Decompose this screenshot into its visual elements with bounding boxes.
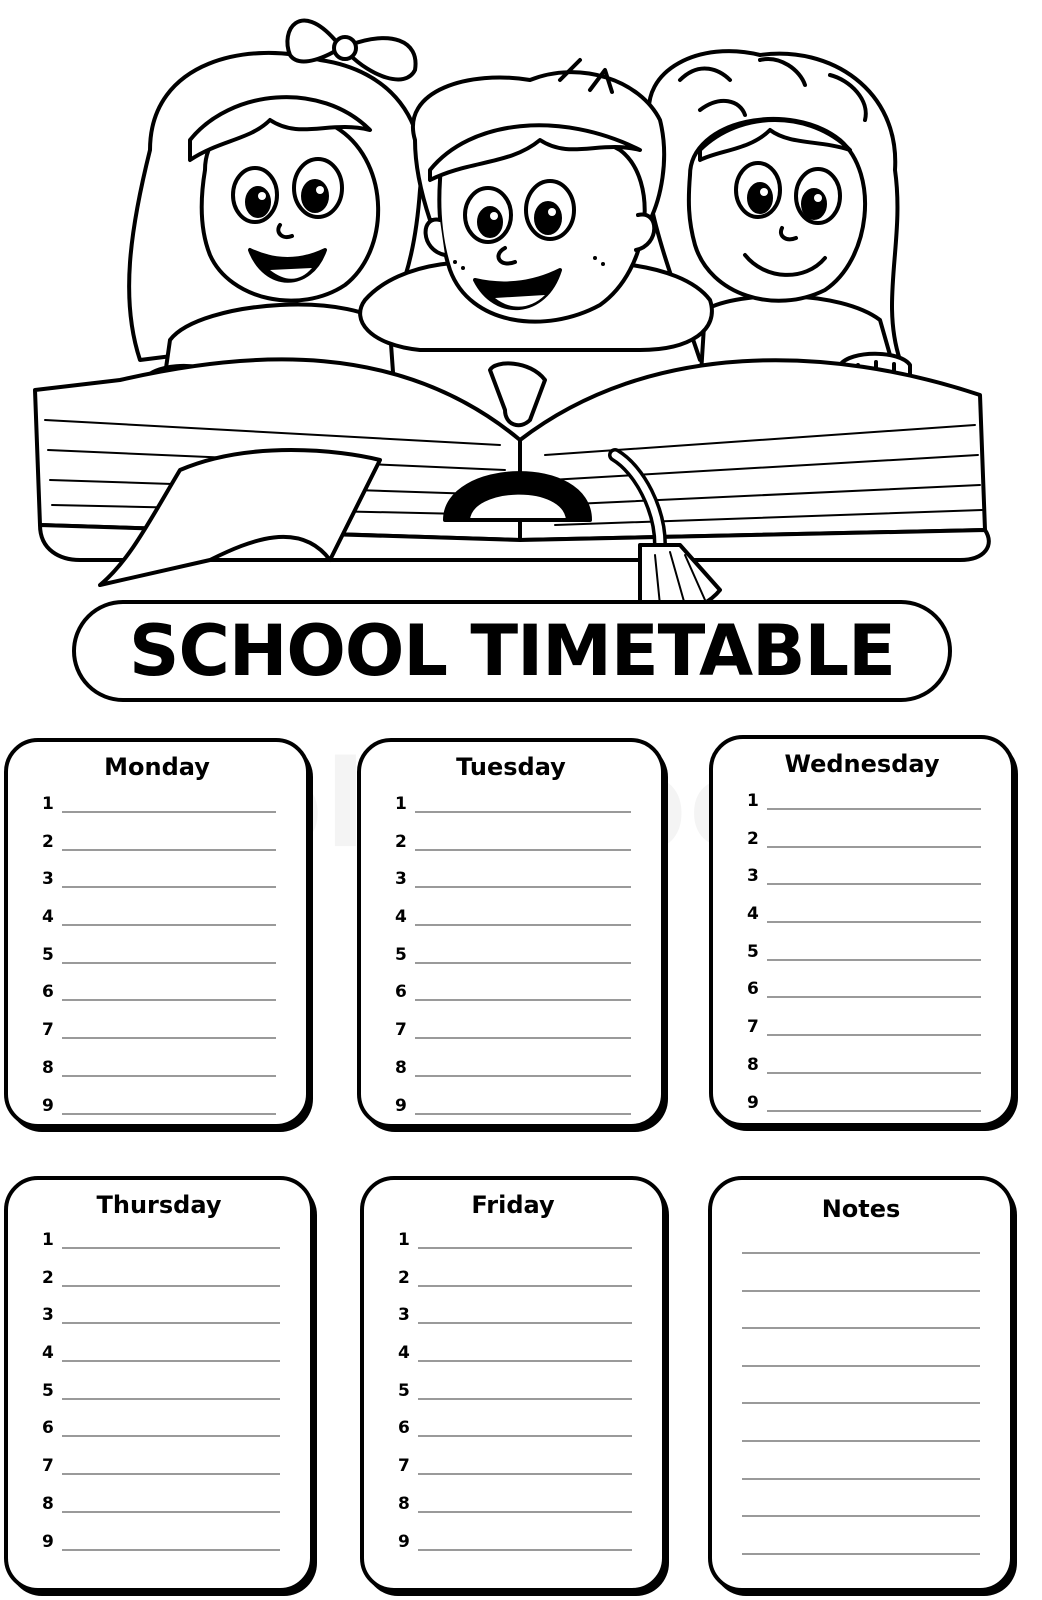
period-row[interactable] (42, 1494, 280, 1532)
period-row[interactable] (395, 907, 631, 945)
period-number: 4 (42, 1343, 54, 1364)
day-card-wednesday (709, 735, 1015, 1127)
period-row[interactable] (42, 1268, 280, 1306)
period-number: 9 (395, 1095, 407, 1116)
day-card-thursday (4, 1176, 314, 1592)
period-number: 1 (395, 794, 407, 814)
period-row[interactable] (398, 1456, 632, 1494)
period-number: 7 (395, 1020, 407, 1041)
period-row[interactable] (747, 1017, 981, 1055)
notes-title: Notes (821, 1195, 901, 1223)
period-row[interactable] (398, 1268, 632, 1306)
period-number: 2 (398, 1267, 410, 1288)
day-title: Thursday (96, 1191, 222, 1219)
notes-card (708, 1176, 1014, 1592)
period-number: 2 (42, 1267, 54, 1288)
note-line[interactable] (742, 1432, 980, 1470)
title-banner (72, 600, 952, 702)
period-number: 4 (747, 904, 759, 925)
day-title: Wednesday (784, 750, 940, 778)
period-row[interactable] (395, 1096, 631, 1134)
note-line[interactable] (742, 1319, 980, 1357)
day-title: Tuesday (456, 753, 566, 781)
period-number: 1 (747, 791, 759, 811)
day-card-tuesday (357, 738, 665, 1128)
period-number: 6 (42, 982, 54, 1003)
period-row[interactable] (42, 832, 276, 870)
period-row[interactable] (42, 1058, 276, 1096)
period-row[interactable] (395, 832, 631, 870)
period-number: 5 (395, 944, 407, 965)
period-row[interactable] (42, 1096, 276, 1134)
period-row[interactable] (395, 869, 631, 907)
period-row[interactable] (398, 1418, 632, 1456)
period-number: 5 (747, 941, 759, 962)
day-card-friday (360, 1176, 666, 1592)
period-row[interactable] (747, 942, 981, 980)
period-number: 4 (398, 1343, 410, 1364)
note-line[interactable] (742, 1470, 980, 1508)
period-row[interactable] (398, 1532, 632, 1570)
period-number: 7 (42, 1456, 54, 1477)
note-line[interactable] (742, 1394, 980, 1432)
day-title: Friday (471, 1191, 555, 1219)
period-number: 7 (398, 1456, 410, 1477)
period-number: 7 (747, 1017, 759, 1038)
period-row[interactable] (395, 945, 631, 983)
period-row[interactable] (747, 1093, 981, 1131)
period-row[interactable] (395, 794, 631, 832)
period-number: 3 (42, 869, 54, 890)
period-row[interactable] (42, 1418, 280, 1456)
period-row[interactable] (42, 1020, 276, 1058)
period-row[interactable] (747, 979, 981, 1017)
period-number: 3 (398, 1305, 410, 1326)
period-row[interactable] (42, 1230, 280, 1268)
period-number: 4 (395, 907, 407, 928)
period-number: 6 (395, 982, 407, 1003)
period-number: 9 (42, 1095, 54, 1116)
period-row[interactable] (42, 869, 276, 907)
period-row[interactable] (747, 866, 981, 904)
period-row[interactable] (395, 982, 631, 1020)
period-number: 8 (395, 1057, 407, 1078)
period-number: 8 (398, 1493, 410, 1514)
period-row[interactable] (42, 1532, 280, 1570)
note-line[interactable] (742, 1282, 980, 1320)
notes-lines (742, 1244, 980, 1582)
period-row[interactable] (398, 1381, 632, 1419)
period-number: 1 (42, 794, 54, 814)
period-row[interactable] (42, 945, 276, 983)
period-number: 6 (747, 979, 759, 1000)
period-number: 5 (398, 1380, 410, 1401)
period-number: 6 (42, 1418, 54, 1439)
period-row[interactable] (747, 791, 981, 829)
period-number: 4 (42, 907, 54, 928)
period-number: 5 (42, 944, 54, 965)
period-number: 3 (395, 869, 407, 890)
period-row[interactable] (42, 907, 276, 945)
period-number: 2 (42, 831, 54, 852)
period-rows (398, 1230, 632, 1569)
period-row[interactable] (747, 904, 981, 942)
period-row[interactable] (747, 829, 981, 867)
period-row[interactable] (42, 1305, 280, 1343)
period-row[interactable] (395, 1020, 631, 1058)
period-row[interactable] (42, 794, 276, 832)
period-number: 8 (42, 1493, 54, 1514)
period-row[interactable] (398, 1494, 632, 1532)
period-row[interactable] (42, 1456, 280, 1494)
note-line[interactable] (742, 1244, 980, 1282)
period-rows (747, 791, 981, 1130)
period-row[interactable] (747, 1055, 981, 1093)
day-title: Monday (104, 753, 210, 781)
period-number: 8 (747, 1054, 759, 1075)
day-card-monday (4, 738, 310, 1128)
period-number: 9 (398, 1531, 410, 1552)
period-number: 5 (42, 1380, 54, 1401)
period-number: 2 (395, 831, 407, 852)
period-number: 9 (42, 1531, 54, 1552)
note-line[interactable] (742, 1545, 980, 1583)
period-number: 6 (398, 1418, 410, 1439)
period-number: 9 (747, 1092, 759, 1113)
note-line[interactable] (742, 1357, 980, 1395)
period-number: 1 (398, 1230, 410, 1250)
period-number: 3 (42, 1305, 54, 1326)
period-row[interactable] (42, 982, 276, 1020)
period-rows (42, 1230, 280, 1569)
left-girl-figure (129, 21, 421, 410)
period-row[interactable] (42, 1343, 280, 1381)
period-rows (42, 794, 276, 1133)
period-row[interactable] (398, 1230, 632, 1268)
note-line[interactable] (742, 1507, 980, 1545)
period-row[interactable] (395, 1058, 631, 1096)
period-row[interactable] (398, 1343, 632, 1381)
page-title: SCHOOL TIMETABLE (129, 610, 895, 692)
period-number: 3 (747, 866, 759, 887)
period-row[interactable] (398, 1305, 632, 1343)
period-rows (395, 794, 631, 1133)
period-number: 8 (42, 1057, 54, 1078)
period-number: 7 (42, 1020, 54, 1041)
period-number: 1 (42, 1230, 54, 1250)
period-row[interactable] (42, 1381, 280, 1419)
period-number: 2 (747, 828, 759, 849)
